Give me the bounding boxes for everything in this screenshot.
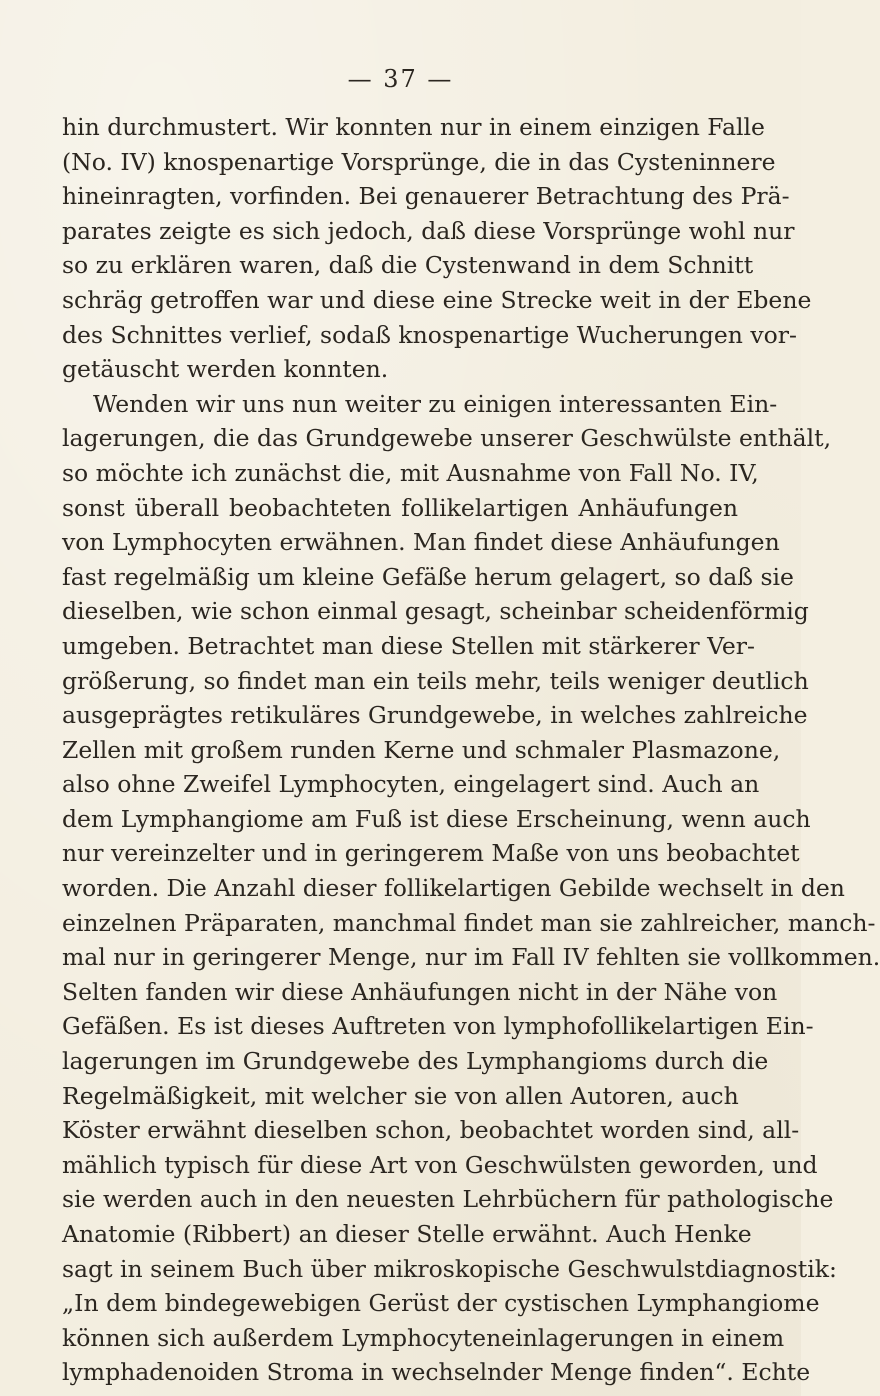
text-line: lymphadenoiden Stroma in wechselnder Menge finden“. Echte — [62, 1358, 811, 1387]
page-number: — 37 — — [347, 65, 454, 93]
text-line: Gefäßen. Es ist dieses Auftreten von lymphofollikelartigen Ein- — [62, 1012, 814, 1041]
text-line: von Lymphocyten erwähnen. Man findet diese Anhäufungen — [62, 528, 780, 557]
text-line: mählich typisch für diese Art von Geschwülsten geworden, und — [62, 1150, 818, 1179]
text-line: dieselben, wie schon einmal gesagt, scheinbar scheidenförmig — [62, 597, 809, 626]
text-line: (No. IV) knospenartige Vorsprünge, die in das Cysteninnere — [62, 147, 776, 176]
text-line: hin durchmustert. Wir konnten nur in einem einzigen Falle — [62, 113, 765, 141]
text-line: mal nur in geringerer Menge, nur im Fall IV fehlten sie vollkommen. — [62, 943, 880, 972]
body-text — [62, 110, 880, 1390]
text-line: Selten fanden wir diese Anhäufungen nicht in der Nähe von — [62, 977, 778, 1006]
text-line: sie werden auch in den neuesten Lehrbüchern für pathologische — [62, 1185, 834, 1214]
text-line: Köster erwähnt dieselben schon, beobachtet worden sind, all- — [62, 1116, 800, 1145]
text-line: worden. Die Anzahl dieser follikelartigen Gebilde wechselt in den — [62, 874, 845, 903]
text-line: fast regelmäßig um kleine Gefäße herum gelagert, so daß sie — [62, 562, 794, 591]
text-line: getäuscht werden konnten. — [62, 355, 389, 384]
text-line: dem Lymphangiome am Fuß ist diese Erscheinung, wenn auch — [62, 804, 811, 833]
text-line: können sich außerdem Lymphocyteneinlagerungen in einem — [62, 1323, 785, 1352]
text-line: nur vereinzelter und in geringerem Maße von uns beobachtet — [62, 839, 800, 868]
text-line: Anatomie (Ribbert) an dieser Stelle erwähnt. Auch Henke — [62, 1220, 752, 1248]
text-line: Wenden wir uns nun weiter zu einigen interessanten Ein- — [93, 389, 778, 418]
text-line: ausgeprägtes retikuläres Grundgewebe, in welches zahlreiche — [62, 701, 808, 730]
text-line: so möchte ich zunächst die, mit Ausnahme von Fall No. IV, — [62, 458, 759, 487]
paragraph-2 — [62, 387, 880, 1390]
text-line: parates zeigte es sich jedoch, daß diese Vorsprünge wohl nur — [62, 216, 795, 245]
text-line: so zu erklären waren, daß die Cystenwand in dem Schnitt — [62, 251, 754, 280]
text-line: lagerungen, die das Grundgewebe unserer Geschwülste enthält, — [62, 424, 832, 453]
text-line: des Schnittes verlief, sodaß knospenartige Wucherungen vor- — [62, 320, 797, 349]
text-line: schräg getroffen war und diese eine Strecke weit in der Ebene — [62, 285, 812, 314]
text-line: Zellen mit großem runden Kerne und schmaler Plasmazone, — [62, 735, 781, 764]
text-line: einzelnen Präparaten, manchmal findet man sie zahlreicher, manch- — [62, 908, 876, 937]
text-line: größerung, so findet man ein teils mehr, teils weniger deutlich — [62, 666, 809, 695]
text-line: hineinragten, vorfinden. Bei genauerer Betrachtung des Prä- — [62, 182, 790, 211]
text-line: Regelmäßigkeit, mit welcher sie von allen Autoren, auch — [62, 1081, 739, 1110]
text-line: lagerungen im Grundgewebe des Lymphangioms durch die — [62, 1047, 769, 1076]
text-line: sonst überall beobachteten follikelartigen Anhäufungen — [62, 493, 738, 522]
paragraph-1 — [62, 110, 812, 387]
text-line: also ohne Zweifel Lymphocyten, eingelagert sind. Auch an — [62, 770, 760, 799]
text-line: umgeben. Betrachtet man diese Stellen mit stärkerer Ver- — [62, 631, 755, 660]
text-line: sagt in seinem Buch über mikroskopische Geschwulstdiagnostik: — [62, 1254, 837, 1283]
text-line: „In dem bindegewebigen Gerüst der cystischen Lymphangiome — [62, 1289, 820, 1318]
